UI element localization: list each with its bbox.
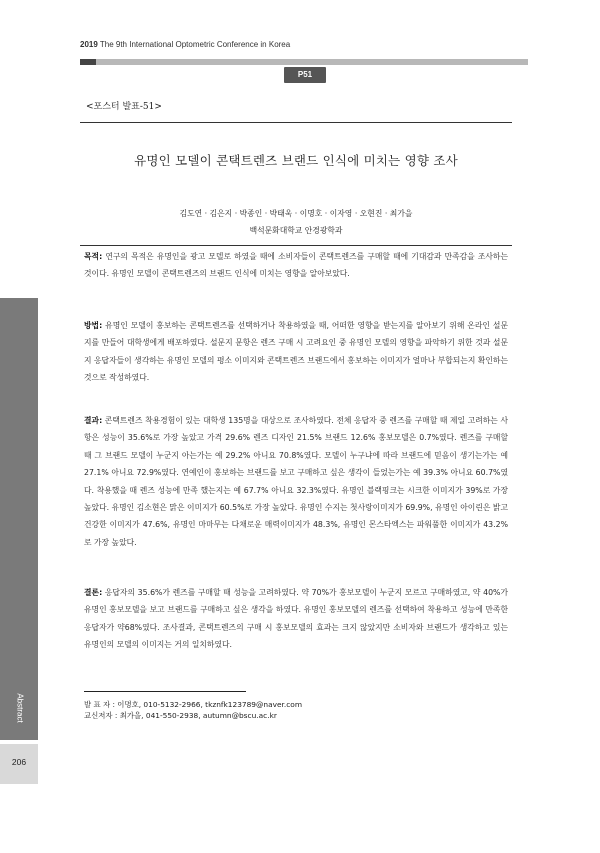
section-heading: 목적: <box>84 252 103 261</box>
conference-name: The 9th International Optometric Conference in Korea <box>99 40 291 49</box>
affiliation: 백석문화대학교 안경광학과 <box>249 226 343 235</box>
section-body: 응답자의 35.6%가 렌즈를 구매할 때 성능을 고려하였다. 약 70%가 홍보모델이 누군지 모르고 구매하였고, 약 40%가 유명인 홍보모델을 보고 브랜드를 구매하고 싶은 생각을 하였다. 유명인 홍보모델의 렌즈를 선택하여 착용하고 성능에 만족한 응답자가 약68%였다. 조사결과, 콘택트렌즈의 구매 시 홍보모델의 효과는 크지 않았지만 소비자와 브랜드가 생각하고 있는 유명인의 모델의 이미지는 거의 일치하였다. <box>84 588 508 650</box>
section-body: 콘택트렌즈 착용경험이 있는 대학생 135명을 대상으로 조사하였다. 전체 응답자 중 렌즈를 구매할 때 제일 고려하는 사항은 성능이 35.6%로 가장 높았고 가격 29.6% 렌즈 디자인 21.5% 브랜드 12.6% 홍보모델은 0.7%였다. 렌즈를 구매할 때 그 브랜드 모델이 누군지 아는가는 예 29.2% 아니요 70.8%였다. 모델이 누구냐에 따라 브랜드에 믿음이 생기는가는 예 27.1% 아니요 72.9%였다. 연예인이 홍보하는 브랜드를 보고 구매하고 싶은 생각이 들었는가는 예 39.3% 아니요 60.7%였다. 착용했을 때 렌즈 성능에 만족 했는지는 예 67.7% 아니요 32.3%였다. 유명인 블랙핑크는 시크한 이미지가 39%로 가장 높았다. 유명인 김소현은 맑은 이미지가 60.5%로 가장 높았다. 유명인 수지는 첫사랑이미지가 69.9%, 유명인 아이린은 밝고 건강한 이미지가 47.6%, 유명인 마마무는 다채로운 매력이미지가 48.3%, 유명인 몬스타엑스는 파워풀한 이미지가 43.2%로 가장 높았다. <box>84 416 508 547</box>
poster-number-badge: P51 <box>284 67 326 83</box>
section-heading: 방법: <box>84 321 103 330</box>
section-method <box>84 317 508 387</box>
section-heading: 결론: <box>84 588 103 597</box>
sidebar-label: Abstract <box>15 693 25 723</box>
conference-header <box>80 40 290 49</box>
section-results <box>84 412 508 551</box>
title-box <box>80 122 512 246</box>
header-rule-gray <box>96 59 528 65</box>
sidebar-tab <box>0 298 38 740</box>
footnote-rule <box>84 691 246 692</box>
author-list: 김도연 · 김은지 · 박종인 · 박태욱 · 이명호 · 이자영 · 오현진 · 최가을 <box>179 209 413 218</box>
section-body: 유명인 모델이 홍보하는 콘택트렌즈를 선택하거나 착용하였을 때, 어떠한 영향을 받는지를 알아보기 위해 온라인 설문지를 만들어 대학생에게 배포하였다. 설문지 문항은 렌즈 구매 시 고려요인 중 유명인 모델의 영향을 파악하기 위한 것과 설문지 응답자들이 생각하는 유명인 모델의 평소 이미지와 콘택트렌즈 브랜드에서 홍보하는 이미지가 얼마나 부합되는지 확인하는 것으로 작성하였다. <box>84 321 508 383</box>
section-purpose <box>84 248 508 283</box>
footnote-presenter: 발 표 자 : 이명호, 010-5132-2966, tkznfk123789@naver.com <box>84 700 303 709</box>
section-conclusion <box>84 584 508 654</box>
conference-year: 2019 <box>80 40 98 49</box>
footnote-corresponding: 교신저자 : 최가을, 041-550-2938, autumn@bscu.ac.kr <box>84 711 277 720</box>
section-heading: 결과: <box>84 416 103 425</box>
paper-title: 유명인 모델이 콘택트렌즈 브랜드 인식에 미치는 영향 조사 <box>134 153 458 168</box>
section-body: 연구의 목적은 유명인을 광고 모델로 하였을 때에 소비자들이 콘택트렌즈를 구매할 때에 기대감과 만족감을 조사하는 것이다. 유명인 모델이 콘택트렌즈의 브랜드 인식에 미치는 영향을 알아보았다. <box>84 252 508 279</box>
header-rule-dark <box>80 59 96 65</box>
poster-label: <포스터 발표-51> <box>86 102 162 112</box>
page-number: 206 <box>11 757 27 767</box>
